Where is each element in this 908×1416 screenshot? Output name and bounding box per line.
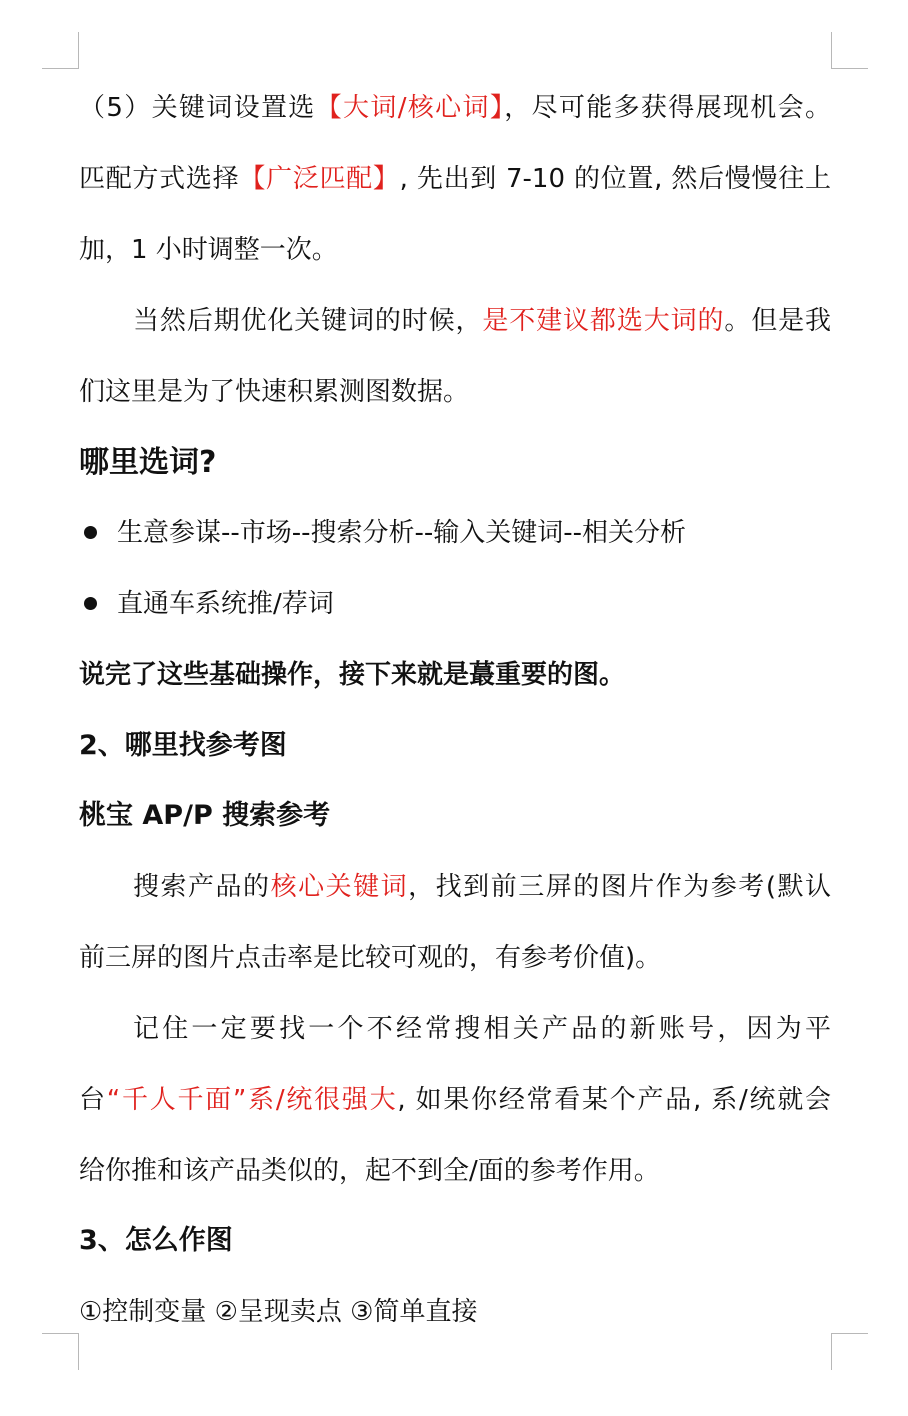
- paragraph-new-account-2: 台“千人千面”系/统很强大, 如果你经常看某个产品, 系/统就会: [79, 1085, 831, 1115]
- paragraph-optimization-line: 当然后期优化关键词的时候，是不建议都选大词的。但是我: [133, 306, 831, 336]
- bullet-item: 直通车系统推/荐词: [117, 589, 334, 619]
- principles-list: ①控制变量 ②呈现卖点 ③简单直接: [79, 1297, 478, 1327]
- subsection-title-app-search: 桃宝 AP/P 搜索参考: [79, 800, 331, 831]
- highlight-big-words: 【大词/核心词】: [315, 93, 505, 123]
- paragraph-optimization-line-2: 们这里是为了快速积累测图数据。: [79, 377, 470, 407]
- paragraph-search-core-keyword-2: 前三屏的图片点击率是比较可观的，有参考价值)。: [79, 943, 662, 973]
- section-title-reference-images: 2、哪里找参考图: [79, 730, 287, 761]
- bullet-dot: [84, 526, 97, 539]
- page-corner-mark: [42, 32, 79, 69]
- bullet-dot: [84, 597, 97, 610]
- highlight-broad-match: 【广泛匹配】: [239, 164, 400, 194]
- paragraph-new-account-3: 给你推和该产品类似的，起不到全/面的参考作用。: [79, 1156, 660, 1186]
- section-title-how-to-make-images: 3、怎么作图: [79, 1225, 233, 1256]
- bullet-item: 生意参谋--市场--搜索分析--输入关键词--相关分析: [117, 518, 687, 548]
- paragraph-new-account: 记住一定要找一个不经常搜相关产品的新账号，因为平: [133, 1014, 831, 1044]
- page-corner-mark: [42, 1333, 79, 1370]
- page-corner-mark: [831, 32, 868, 69]
- paragraph-match-type-line: 匹配方式选择【广泛匹配】, 先出到 7-10 的位置, 然后慢慢往上: [79, 164, 831, 194]
- heading-where-to-pick-words: 哪里选词?: [79, 445, 217, 480]
- bold-note: 说完了这些基础操作，接下来就是蕞重要的图。: [79, 660, 626, 690]
- paragraph-keyword-setting-line: （5）关键词设置选【大词/核心词】，尽可能多获得展现机会。: [79, 93, 831, 123]
- paragraph-search-core-keyword: 搜索产品的核心关键词，找到前三屏的图片作为参考(默认: [133, 872, 831, 902]
- highlight-core-keyword: 核心关键词: [270, 872, 409, 902]
- highlight-not-recommended: 是不建议都选大词的: [482, 306, 725, 336]
- page-corner-mark: [831, 1333, 868, 1370]
- paragraph-adjust-line: 加，1 小时调整一次。: [79, 235, 338, 265]
- highlight-personalization: “千人千面”系/统很强大: [106, 1085, 398, 1115]
